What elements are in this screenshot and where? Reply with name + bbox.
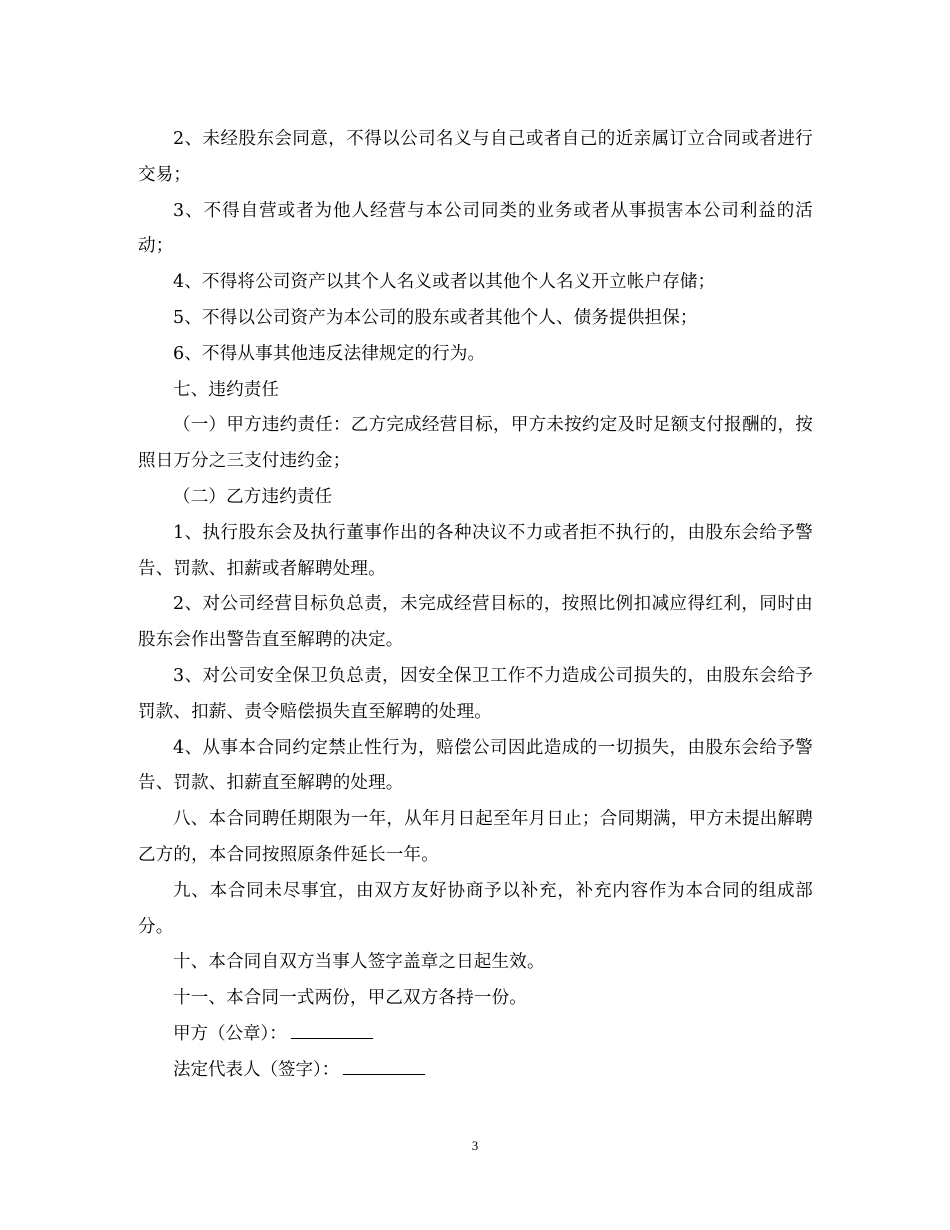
clause-paragraph: 八、本合同聘任期限为一年，从年月日起至年月日止；合同期满，甲方未提出解聘乙方的，本合同按照原条件延长一年。 bbox=[138, 809, 813, 865]
party-a-seal-label: 甲方（公章）： bbox=[173, 1023, 287, 1044]
clause-paragraph: 5、不得以公司资产为本公司的股东或者其他个人、债务提供担保； bbox=[173, 307, 698, 328]
clause-paragraph: 3、对公司安全保卫负总责，因安全保卫工作不力造成公司损失的，由股东会给予罚款、扣薪、责令赔偿损失直至解聘的处理。 bbox=[138, 665, 813, 722]
clause-paragraph: 2、对公司经营目标负总责，未完成经营目标的，按照比例扣减应得红利，同时由股东会作出警告直至解聘的决定。 bbox=[138, 594, 813, 651]
document-body bbox=[138, 122, 813, 1089]
clause-paragraph: 3、不得自营或者为他人经营与本公司同类的业务或者从事损害本公司利益的活动； bbox=[138, 200, 813, 257]
clause-paragraph: 九、本合同未尽事宜，由双方友好协商予以补充，补充内容作为本合同的组成部分。 bbox=[138, 880, 813, 937]
party-a-seal-blank bbox=[291, 1024, 373, 1039]
clause-paragraph: 十、本合同自双方当事人签字盖章之日起生效。 bbox=[173, 952, 545, 973]
subsection-heading: （二）乙方违约责任 bbox=[173, 486, 333, 507]
legal-rep-signature-label: 法定代表人（签字）： bbox=[173, 1059, 340, 1080]
clause-paragraph: （一）甲方违约责任：乙方完成经营目标，甲方未按约定及时足额支付报酬的，按照日万分之三支付违约金； bbox=[138, 415, 813, 472]
clause-paragraph: 十一、本合同一式两份，甲乙双方各持一份。 bbox=[173, 988, 527, 1009]
clause-paragraph: 1、执行股东会及执行董事作出的各种决议不力或者拒不执行的，由股东会给予警告、罚款、扣薪或者解聘处理。 bbox=[138, 522, 813, 579]
section-heading: 七、违约责任 bbox=[173, 379, 280, 400]
legal-rep-signature-blank bbox=[343, 1060, 425, 1075]
legal-rep-signature-line bbox=[138, 1053, 813, 1089]
clause-paragraph: 4、从事本合同约定禁止性行为，赔偿公司因此造成的一切损失，由股东会给予警告、罚款、扣薪直至解聘的处理。 bbox=[138, 737, 813, 794]
clause-paragraph: 4、不得将公司资产以其个人名义或者以其他个人名义开立帐户存储； bbox=[173, 272, 716, 293]
clause-paragraph: 2、未经股东会同意，不得以公司名义与自己或者自己的近亲属订立合同或者进行交易； bbox=[138, 129, 813, 185]
page-number: 3 bbox=[471, 1138, 479, 1153]
party-a-signature-line bbox=[138, 1017, 813, 1053]
clause-paragraph: 6、不得从事其他违反法律规定的行为。 bbox=[173, 343, 486, 364]
